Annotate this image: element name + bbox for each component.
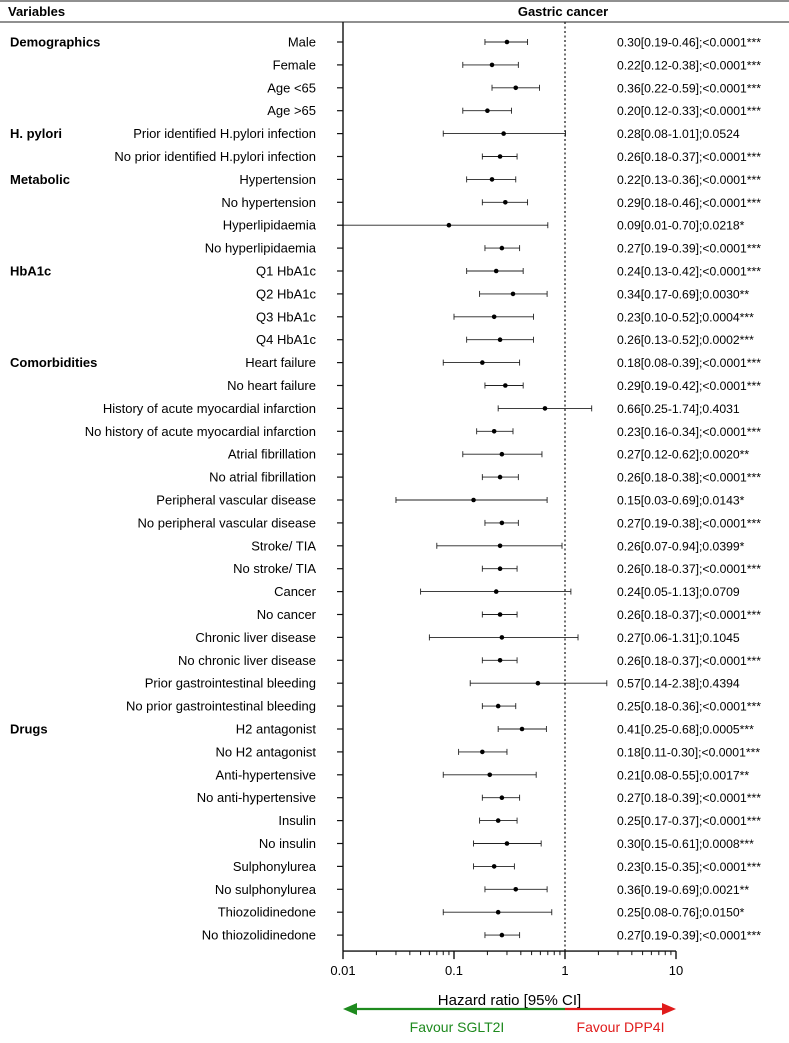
forest-row bbox=[256, 309, 754, 324]
row-label: Thiozolidinedone bbox=[217, 904, 316, 920]
forest-row bbox=[156, 493, 744, 508]
hr-point bbox=[471, 498, 476, 503]
hr-value-label: 0.26[0.07-0.94];0.0399* bbox=[617, 539, 745, 554]
hr-value-label: 0.09[0.01-0.70];0.0218* bbox=[617, 218, 745, 233]
hr-value-label: 0.28[0.08-1.01];0.0524 bbox=[617, 127, 740, 142]
hr-point bbox=[485, 108, 490, 113]
hr-point bbox=[500, 795, 505, 800]
forest-row bbox=[195, 630, 740, 645]
hr-point bbox=[520, 727, 525, 732]
hr-value-label: 0.24[0.05-1.13];0.0709 bbox=[617, 585, 740, 600]
x-tick-label: 0.1 bbox=[444, 963, 464, 979]
forest-row bbox=[223, 218, 745, 233]
hr-value-label: 0.23[0.15-0.35];<0.0001*** bbox=[617, 859, 762, 874]
row-label: No heart failure bbox=[227, 378, 316, 393]
row-label: Q2 HbA1c bbox=[256, 286, 316, 302]
hr-value-label: 0.34[0.17-0.69];0.0030** bbox=[617, 287, 750, 302]
hr-point bbox=[498, 566, 503, 571]
forest-row bbox=[227, 378, 761, 393]
forest-row bbox=[267, 80, 761, 95]
forest-row bbox=[245, 355, 761, 370]
row-label: H2 antagonist bbox=[235, 721, 316, 737]
hr-point bbox=[500, 452, 505, 457]
row-label: Cancer bbox=[274, 584, 316, 600]
favour-left-label: Favour SGLT2I bbox=[409, 1019, 505, 1035]
row-label: No prior gastrointestinal bleeding bbox=[125, 698, 316, 714]
forest-row bbox=[209, 470, 761, 485]
hr-value-label: 0.36[0.22-0.59];<0.0001*** bbox=[617, 81, 762, 96]
favour-left-arrowhead bbox=[343, 1003, 357, 1015]
row-label: No hypertension bbox=[221, 194, 316, 210]
hr-point bbox=[500, 635, 505, 640]
row-label: Q3 HbA1c bbox=[256, 309, 316, 325]
hr-point bbox=[494, 589, 499, 594]
hr-point bbox=[498, 154, 503, 159]
hr-point bbox=[492, 864, 497, 869]
hr-point bbox=[490, 177, 495, 182]
forest-rows bbox=[85, 35, 761, 943]
hr-value-label: 0.24[0.13-0.42];<0.0001*** bbox=[617, 264, 762, 279]
hr-value-label: 0.41[0.25-0.68];0.0005*** bbox=[617, 722, 754, 737]
x-tick-label: 10 bbox=[668, 963, 684, 979]
group-labels bbox=[10, 35, 100, 737]
row-label: Chronic liver disease bbox=[195, 629, 316, 645]
hr-value-label: 0.27[0.06-1.31];0.1045 bbox=[617, 630, 740, 645]
forest-row bbox=[278, 813, 761, 828]
forest-row bbox=[228, 447, 750, 462]
forest-row bbox=[103, 401, 740, 416]
hr-point bbox=[505, 841, 510, 846]
row-label: No sulphonylurea bbox=[214, 881, 316, 897]
forest-row bbox=[216, 744, 761, 759]
hr-value-label: 0.26[0.18-0.37];<0.0001*** bbox=[617, 608, 762, 622]
x-tick-label: 0.01 bbox=[330, 963, 356, 979]
outcome-header: Gastric cancer bbox=[517, 4, 609, 19]
hr-value-label: 0.27[0.19-0.39];<0.0001*** bbox=[617, 928, 762, 943]
forest-row bbox=[251, 538, 744, 553]
hr-value-label: 0.26[0.18-0.37];<0.0001*** bbox=[617, 562, 762, 577]
forest-row bbox=[288, 35, 761, 50]
row-label: Insulin bbox=[278, 813, 316, 829]
hr-point bbox=[500, 521, 505, 526]
row-label: Atrial fibrillation bbox=[227, 446, 316, 462]
row-label: No H2 antagonist bbox=[215, 744, 316, 760]
hr-value-label: 0.27[0.19-0.39];<0.0001*** bbox=[617, 241, 762, 256]
group-label: HbA1c bbox=[10, 263, 52, 279]
row-label: Heart failure bbox=[245, 355, 316, 371]
hr-point bbox=[494, 269, 499, 274]
hr-point bbox=[500, 246, 505, 251]
hr-value-label: 0.29[0.18-0.46];<0.0001*** bbox=[617, 195, 762, 210]
row-label: Age <65 bbox=[267, 80, 316, 96]
group-label: Comorbidities bbox=[10, 355, 98, 371]
forest-row bbox=[239, 172, 761, 187]
forest-row bbox=[126, 699, 761, 714]
forest-row bbox=[138, 515, 762, 530]
row-label: Sulphonylurea bbox=[232, 858, 316, 874]
forest-row bbox=[273, 57, 762, 72]
row-label: Q4 HbA1c bbox=[256, 332, 316, 348]
row-label: Stroke/ TIA bbox=[251, 538, 316, 554]
forest-row bbox=[197, 790, 761, 805]
x-tick-label: 1 bbox=[561, 963, 569, 979]
hr-value-label: 0.29[0.19-0.42];<0.0001*** bbox=[617, 379, 762, 393]
row-label: No hyperlipidaemia bbox=[204, 240, 316, 256]
hr-value-label: 0.22[0.13-0.36];<0.0001*** bbox=[617, 172, 762, 187]
hr-point bbox=[500, 933, 505, 938]
forest-row bbox=[145, 676, 740, 691]
forest-row bbox=[218, 905, 745, 920]
hr-value-label: 0.18[0.08-0.39];<0.0001*** bbox=[617, 356, 762, 371]
hr-point bbox=[480, 750, 485, 755]
hr-value-label: 0.23[0.10-0.52];0.0004*** bbox=[617, 310, 754, 325]
forest-row bbox=[178, 653, 761, 668]
hr-point bbox=[490, 63, 495, 68]
row-label: No thiozolidinedone bbox=[201, 927, 316, 943]
hr-value-label: 0.26[0.18-0.38];<0.0001*** bbox=[617, 470, 762, 485]
group-label: Demographics bbox=[10, 34, 101, 50]
forest-row bbox=[202, 928, 761, 943]
hr-point bbox=[505, 40, 510, 45]
row-label: No stroke/ TIA bbox=[233, 561, 316, 577]
hr-value-label: 0.15[0.03-0.69];0.0143* bbox=[617, 493, 745, 508]
hr-value-label: 0.27[0.19-0.38];<0.0001*** bbox=[617, 516, 762, 531]
row-label: No prior identified H.pylori infection bbox=[114, 149, 316, 164]
hr-value-label: 0.25[0.08-0.76];0.0150* bbox=[617, 905, 745, 920]
forest-row bbox=[114, 149, 761, 164]
hr-value-label: 0.26[0.18-0.37];<0.0001*** bbox=[617, 653, 762, 668]
hr-value-label: 0.66[0.25-1.74];0.4031 bbox=[617, 401, 740, 416]
group-label: H. pylori bbox=[10, 126, 63, 142]
group-label: Metabolic bbox=[10, 171, 70, 187]
hr-point bbox=[513, 86, 518, 91]
hr-point bbox=[513, 887, 518, 892]
hr-point bbox=[536, 681, 541, 686]
row-label: Age >65 bbox=[267, 103, 316, 119]
hr-value-label: 0.18[0.11-0.30];<0.0001*** bbox=[617, 745, 761, 760]
row-label: Male bbox=[287, 34, 316, 50]
hr-value-label: 0.30[0.19-0.46];<0.0001*** bbox=[617, 35, 762, 50]
hr-point bbox=[492, 315, 497, 320]
row-label: Hyperlipidaemia bbox=[222, 217, 316, 233]
row-label: No insulin bbox=[258, 836, 316, 851]
forest-row bbox=[256, 332, 754, 347]
hr-point bbox=[503, 200, 508, 205]
variables-header: Variables bbox=[8, 4, 66, 19]
hr-point bbox=[498, 544, 503, 549]
row-label: Female bbox=[272, 57, 316, 73]
row-label: Prior identified H.pylori infection bbox=[133, 126, 316, 142]
hr-point bbox=[543, 406, 548, 411]
forest-row bbox=[274, 584, 740, 599]
row-label: No history of acute myocardial infarction bbox=[84, 423, 316, 439]
hr-point bbox=[511, 292, 516, 297]
hr-point bbox=[487, 773, 492, 778]
hr-point bbox=[498, 612, 503, 617]
row-label: History of acute myocardial infarction bbox=[102, 400, 316, 416]
forest-row bbox=[205, 241, 762, 256]
hr-point bbox=[503, 383, 508, 388]
hr-point bbox=[498, 658, 503, 663]
hr-value-label: 0.27[0.12-0.62];0.0020** bbox=[617, 447, 750, 462]
hr-point bbox=[480, 360, 485, 365]
hr-point bbox=[501, 131, 506, 136]
row-label: Hypertension bbox=[239, 171, 316, 187]
forest-row bbox=[215, 882, 750, 897]
hr-value-label: 0.36[0.19-0.69];0.0021** bbox=[617, 882, 750, 897]
hr-point bbox=[496, 818, 501, 823]
hr-point bbox=[496, 910, 501, 915]
hr-value-label: 0.21[0.08-0.55];0.0017** bbox=[617, 768, 750, 783]
row-label: Q1 HbA1c bbox=[256, 263, 316, 279]
hr-point bbox=[498, 337, 503, 342]
forest-row bbox=[85, 424, 761, 439]
hr-point bbox=[447, 223, 452, 228]
row-label: No atrial fibrillation bbox=[209, 469, 316, 485]
row-label: No cancer bbox=[256, 607, 316, 622]
forest-row bbox=[233, 561, 761, 576]
forest-row bbox=[259, 836, 754, 851]
forest-row bbox=[221, 195, 761, 210]
hr-value-label: 0.26[0.18-0.37];<0.0001*** bbox=[617, 150, 762, 164]
hr-value-label: 0.20[0.12-0.33];<0.0001*** bbox=[617, 104, 762, 119]
header-frame bbox=[0, 1, 789, 22]
row-label: No anti-hypertensive bbox=[196, 790, 316, 806]
hr-value-label: 0.25[0.17-0.37];<0.0001*** bbox=[617, 814, 762, 829]
row-label: Peripheral vascular disease bbox=[156, 492, 316, 508]
row-label: Anti-hypertensive bbox=[215, 767, 316, 783]
hr-value-label: 0.22[0.12-0.38];<0.0001*** bbox=[617, 58, 762, 73]
favour-right-arrowhead bbox=[662, 1003, 676, 1015]
forest-row bbox=[257, 607, 762, 622]
hr-value-label: 0.57[0.14-2.38];0.4394 bbox=[617, 676, 740, 691]
favour-right-label: Favour DPP4I bbox=[576, 1019, 665, 1035]
forest-row bbox=[133, 126, 740, 141]
hr-value-label: 0.23[0.16-0.34];<0.0001*** bbox=[617, 424, 762, 439]
group-label: Drugs bbox=[10, 721, 48, 737]
hr-value-label: 0.30[0.15-0.61];0.0008*** bbox=[617, 837, 754, 851]
hr-value-label: 0.26[0.13-0.52];0.0002*** bbox=[617, 333, 754, 348]
forest-row bbox=[216, 767, 750, 782]
hr-point bbox=[496, 704, 501, 709]
forest-row bbox=[267, 103, 761, 118]
forest-row bbox=[233, 859, 761, 874]
forest-row bbox=[256, 286, 749, 301]
x-axis-label: Hazard ratio [95% CI] bbox=[437, 992, 582, 1010]
hr-point bbox=[498, 475, 503, 480]
hr-point bbox=[492, 429, 497, 434]
forest-row bbox=[256, 264, 761, 279]
forest-row bbox=[236, 722, 754, 737]
hr-value-label: 0.25[0.18-0.36];<0.0001*** bbox=[617, 699, 762, 714]
row-label: No chronic liver disease bbox=[177, 652, 316, 668]
hr-value-label: 0.27[0.18-0.39];<0.0001*** bbox=[617, 791, 762, 806]
row-label: No peripheral vascular disease bbox=[137, 515, 316, 531]
row-label: Prior gastrointestinal bleeding bbox=[144, 675, 316, 691]
